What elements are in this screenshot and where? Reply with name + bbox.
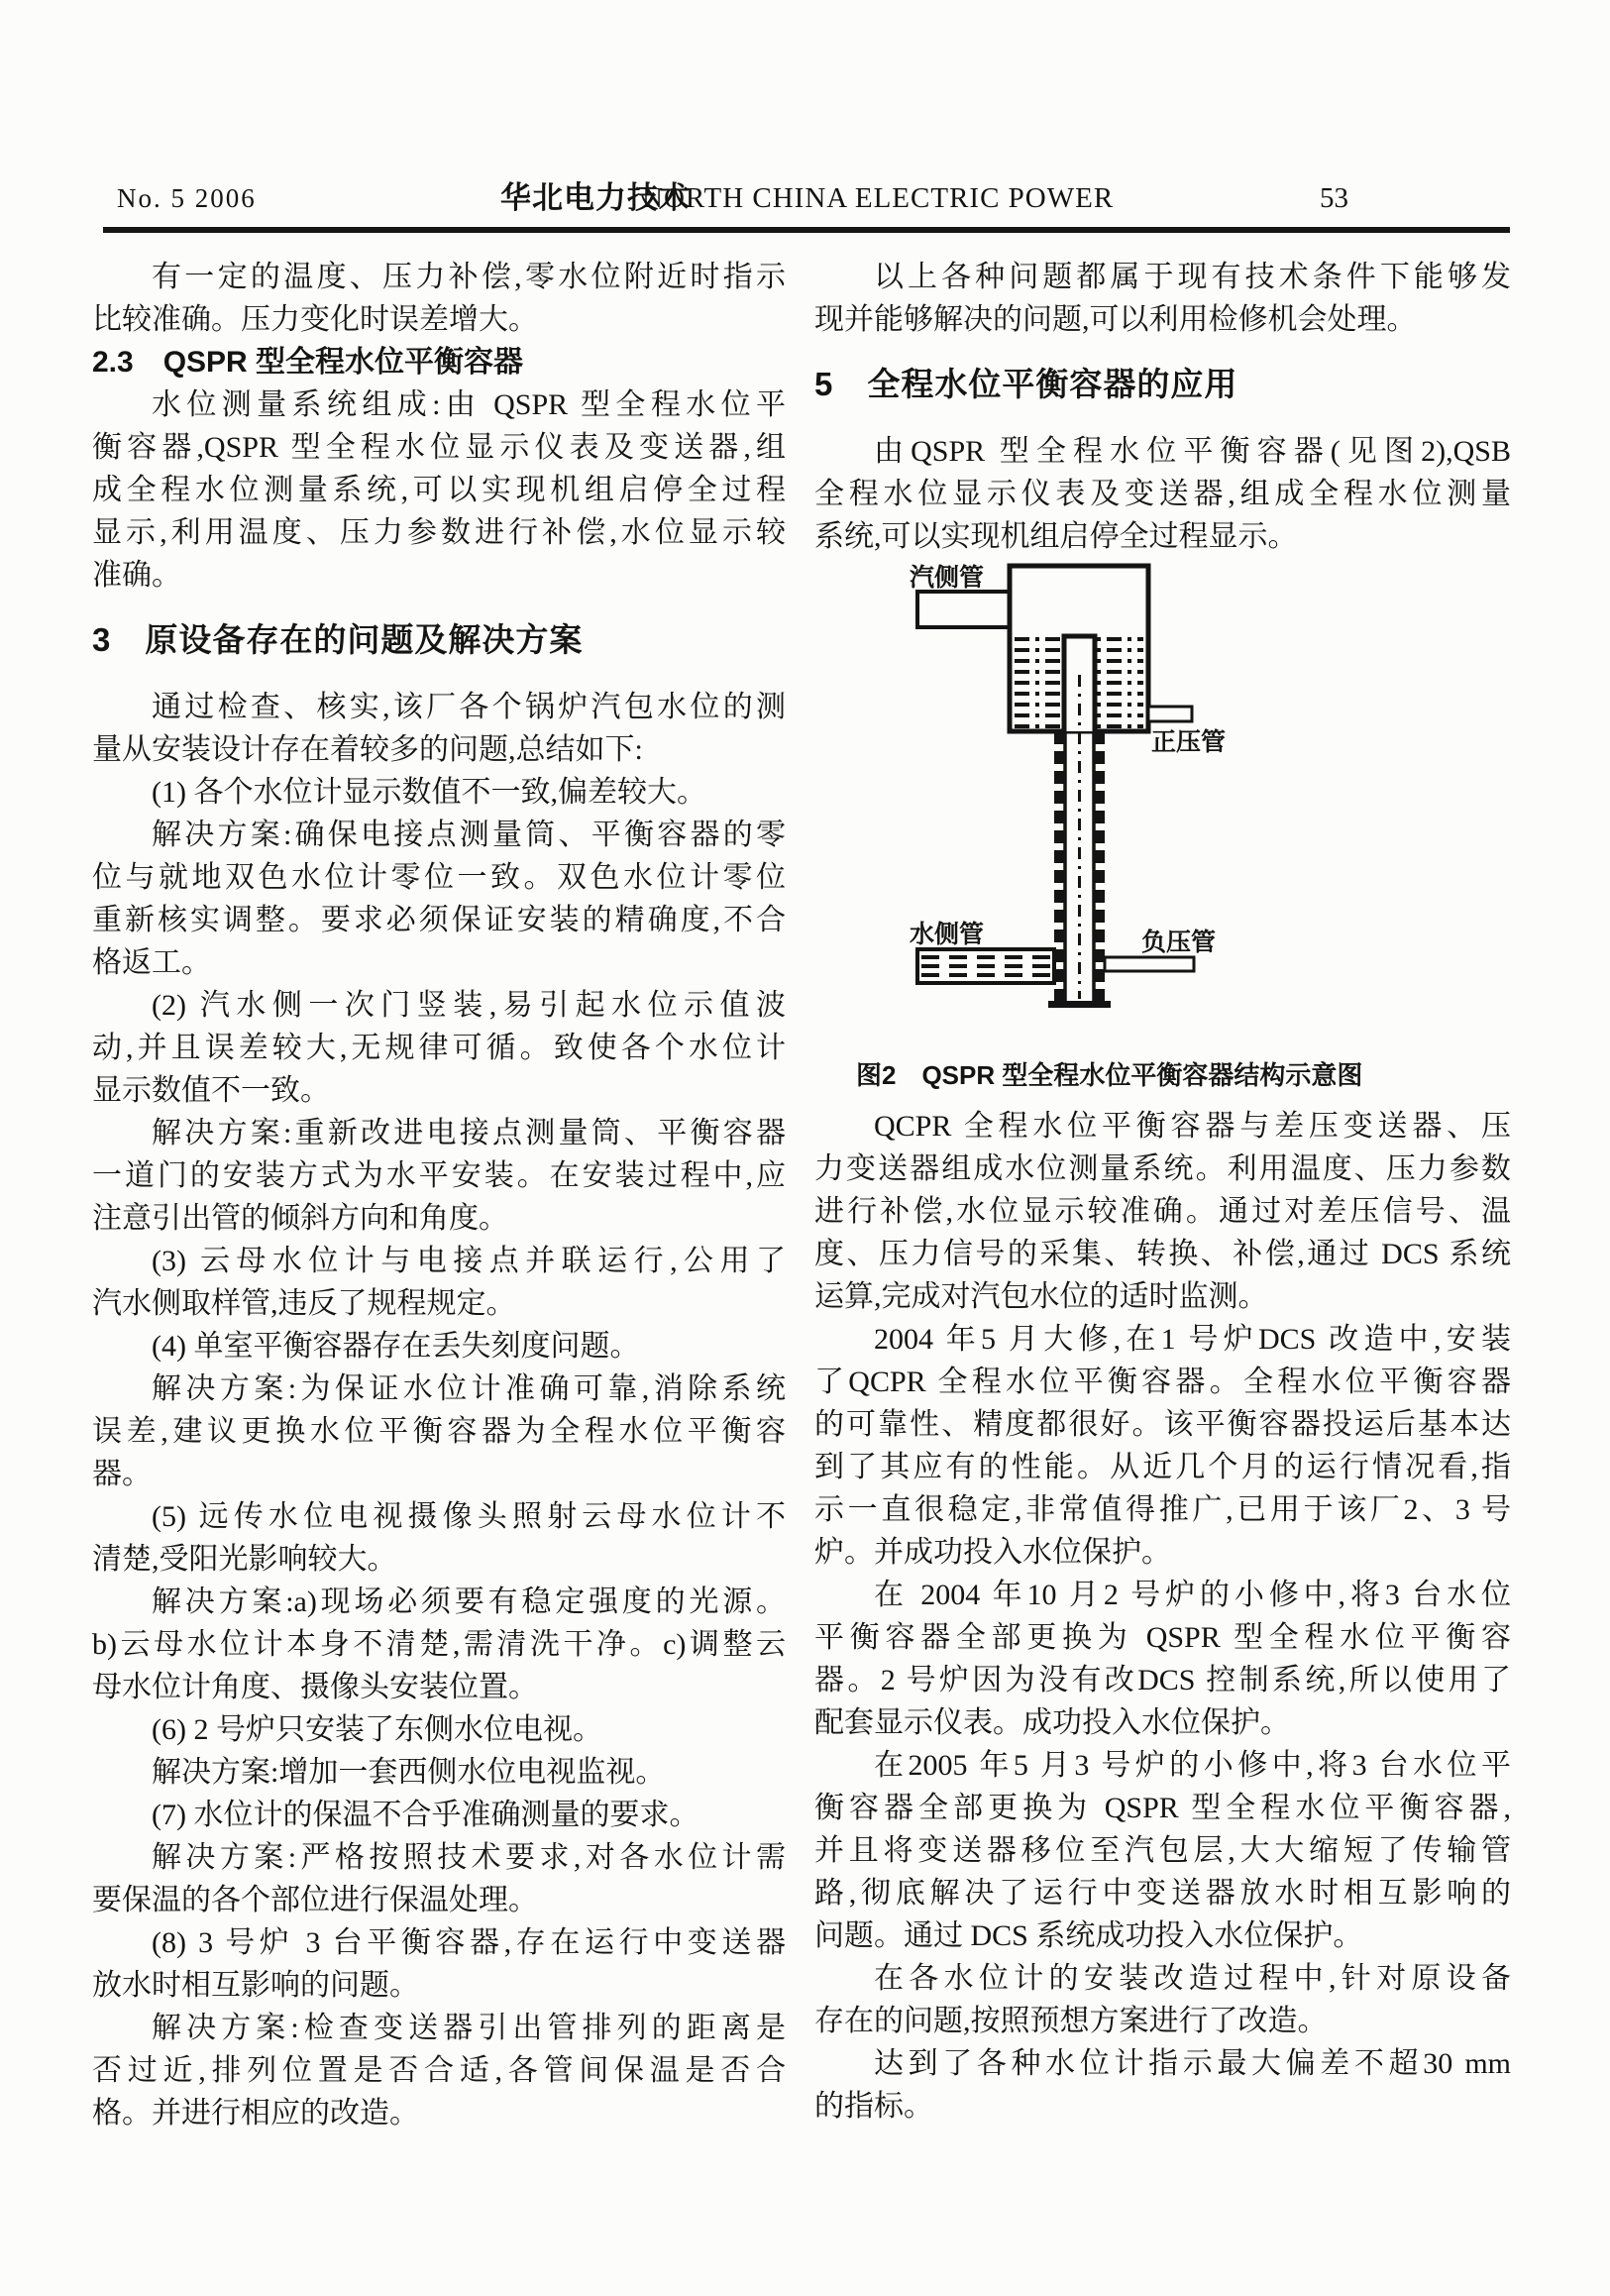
text-line: QCPR 全程水位平衡容器与差压变送器、压 bbox=[874, 1110, 1511, 1143]
text-line: 衡容器全部更换为 QSPR 型全程水位平衡容器, bbox=[814, 1792, 1511, 1824]
text-line: 显示数值不一致。 bbox=[92, 1074, 330, 1107]
text-line: 炉。并成功投入水位保护。 bbox=[814, 1536, 1171, 1569]
text-line: 放水时相互影响的问题。 bbox=[92, 1969, 419, 2002]
right-column bbox=[814, 256, 1511, 2128]
steam-side-pipe-label: 汽侧管 bbox=[910, 564, 985, 592]
right-column-top-text bbox=[814, 256, 1511, 558]
text-line: 器。 bbox=[92, 1458, 152, 1490]
text-line: 在各水位计的安装改造过程中,针对原设备 bbox=[874, 1962, 1511, 1995]
text-line: 衡容器,QSPR 型全程水位显示仪表及变送器,组 bbox=[92, 431, 786, 464]
text-line: 解决方案:严格按照技术要求,对各水位计需 bbox=[152, 1841, 786, 1874]
figure-2-schematic bbox=[814, 558, 1468, 1053]
text-line: 由QSPR 型全程水位平衡容器(见图2),QSB bbox=[874, 435, 1511, 468]
text-line: (5) 远传水位电视摄像头照射云母水位计不 bbox=[152, 1500, 786, 1533]
text-line: 汽水侧取样管,违反了规程规定。 bbox=[92, 1287, 516, 1320]
text-line: 通过检查、核实,该厂各个锅炉汽包水位的测 bbox=[152, 691, 786, 723]
text-line: 准确。 bbox=[92, 559, 181, 592]
text-line: 问题。通过 DCS 系统成功投入水位保护。 bbox=[814, 1919, 1363, 1952]
text-line: (7) 水位计的保温不合乎准确测量的要求。 bbox=[152, 1799, 699, 1831]
text-line: 解决方案:重新改进电接点测量筒、平衡容器 bbox=[152, 1117, 786, 1149]
section-heading: 3 原设备存在的问题及解决方案 bbox=[92, 621, 584, 658]
right-column-bottom-text bbox=[814, 1105, 1511, 2128]
text-line: 路,彻底解决了运行中变送器放水时相互影响的 bbox=[814, 1877, 1511, 1910]
text-line: b)云母水位计本身不清楚,需清洗干净。c)调整云 bbox=[92, 1628, 786, 1661]
text-line: 现并能够解决的问题,可以利用检修机会处理。 bbox=[814, 303, 1417, 336]
positive-pressure-pipe-label: 正压管 bbox=[1151, 728, 1227, 756]
text-line: 了QCPR 全程水位平衡容器。全程水位平衡容器 bbox=[814, 1366, 1511, 1398]
text-line: 解决方案:检查变送器引出管排列的距离是 bbox=[152, 2012, 786, 2044]
text-line: 以上各种问题都属于现有技术条件下能够发 bbox=[874, 261, 1511, 293]
text-line: 注意引出管的倾斜方向和角度。 bbox=[92, 1202, 508, 1235]
figure-2-caption: 图2 QSPR 型全程水位平衡容器结构示意图 bbox=[856, 1060, 1363, 1090]
balance-container-diagram bbox=[814, 558, 1468, 1053]
section-heading: 2.3 QSPR 型全程水位平衡容器 bbox=[92, 346, 524, 379]
water-side-pipe-label: 水侧管 bbox=[910, 921, 985, 948]
text-line: 位与就地双色水位计零位一致。双色水位计零位 bbox=[92, 861, 786, 894]
text-line: 配套显示仪表。成功投入水位保护。 bbox=[814, 1706, 1290, 1739]
text-line: 的可靠性、精度都很好。该平衡容器投运后基本达 bbox=[814, 1408, 1511, 1441]
text-line: 解决方案:增加一套西侧水位电视监视。 bbox=[152, 1756, 666, 1789]
text-line: (1) 各个水位计显示数值不一致,偏差较大。 bbox=[152, 776, 706, 809]
text-line: 格。并进行相应的改造。 bbox=[92, 2097, 419, 2130]
text-line: 运算,完成对汽包水位的适时监测。 bbox=[814, 1280, 1268, 1313]
left-column bbox=[92, 256, 786, 2134]
text-line: 成全程水位测量系统,可以实现机组启停全过程 bbox=[92, 474, 786, 506]
text-line: 在2005 年5 月3 号炉的小修中,将3 台水位平 bbox=[874, 1749, 1511, 1782]
text-line: 重新核实调整。要求必须保证安装的精确度,不合 bbox=[92, 904, 786, 936]
text-line: 母水位计角度、摄像头安装位置。 bbox=[92, 1671, 538, 1703]
page-number: 53 bbox=[1320, 182, 1348, 214]
text-line: (3) 云母水位计与电接点并联运行,公用了 bbox=[152, 1245, 786, 1277]
text-line: 量从安装设计存在着较多的问题,总结如下: bbox=[92, 733, 643, 766]
header-rule bbox=[103, 227, 1510, 233]
text-line: 解决方案:a)现场必须要有稳定强度的光源。 bbox=[152, 1585, 786, 1618]
text-line: 并且将变送器移位至汽包层,大大缩短了传输管 bbox=[814, 1834, 1511, 1867]
text-line: 比较准确。压力变化时误差增大。 bbox=[92, 303, 538, 336]
text-line: 进行补偿,水位显示较准确。通过对差压信号、温 bbox=[814, 1195, 1511, 1228]
positive-pressure-pipe bbox=[1148, 707, 1192, 721]
text-line: 格返工。 bbox=[92, 946, 211, 979]
text-line: (4) 单室平衡容器存在丢失刻度问题。 bbox=[152, 1330, 640, 1363]
text-line: 解决方案:确保电接点测量筒、平衡容器的零 bbox=[152, 819, 786, 851]
text-line: 存在的问题,按照预想方案进行了改造。 bbox=[814, 2005, 1328, 2037]
issue-info: No. 5 2006 bbox=[117, 183, 257, 213]
text-line: 在 2004 年10 月2 号炉的小修中,将3 台水位 bbox=[874, 1579, 1511, 1611]
text-line: 度、压力信号的采集、转换、补偿,通过 DCS 系统 bbox=[814, 1238, 1511, 1270]
text-line: 清楚,受阳光影响较大。 bbox=[92, 1543, 397, 1576]
text-line: 有一定的温度、压力补偿,零水位附近时指示 bbox=[152, 261, 786, 293]
text-line: 达到了各种水位计指示最大偏差不超30 mm bbox=[874, 2047, 1511, 2080]
text-line: 水位测量系统组成:由 QSPR 型全程水位平 bbox=[152, 388, 786, 421]
negative-pressure-pipe bbox=[1105, 957, 1194, 971]
text-line: 到了其应有的性能。从近几个月的运行情况看,指 bbox=[814, 1451, 1511, 1483]
column-bottom-cap bbox=[1048, 1001, 1111, 1008]
section-heading: 5 全程水位平衡容器的应用 bbox=[814, 366, 1238, 402]
negative-pressure-pipe-label: 负压管 bbox=[1141, 929, 1217, 956]
text-line: 2004 年5 月大修,在1 号炉DCS 改造中,安装 bbox=[874, 1323, 1511, 1356]
steam-side-pipe bbox=[917, 592, 1013, 627]
text-line: 要保温的各个部位进行保温处理。 bbox=[92, 1884, 538, 1916]
text-line: 平衡容器全部更换为 QSPR 型全程水位平衡容 bbox=[814, 1621, 1511, 1654]
text-line: 的指标。 bbox=[814, 2090, 933, 2123]
text-line: 全程水位显示仪表及变送器,组成全程水位测量 bbox=[814, 478, 1511, 510]
journal-title-en: NORTH CHINA ELECTRIC POWER bbox=[642, 182, 1115, 214]
text-line: 否过近,排列位置是否合适,各管间保温是否合 bbox=[92, 2054, 786, 2087]
text-line: (2) 汽水侧一次门竖装,易引起水位示值波 bbox=[152, 989, 786, 1022]
text-line: 器。2 号炉因为没有改DCS 控制系统,所以使用了 bbox=[814, 1664, 1511, 1696]
text-line: 显示,利用温度、压力参数进行补偿,水位显示较 bbox=[92, 516, 786, 549]
text-line: (6) 2 号炉只安装了东侧水位电视。 bbox=[152, 1713, 602, 1746]
text-line: (8) 3 号炉 3 台平衡容器,存在运行中变送器 bbox=[152, 1926, 786, 1959]
text-line: 误差,建议更换水位平衡容器为全程水位平衡容 bbox=[92, 1415, 786, 1448]
text-line: 示一直很稳定,非常值得推广,已用于该厂2、3 号 bbox=[814, 1493, 1511, 1526]
text-line: 系统,可以实现机组启停全过程显示。 bbox=[814, 520, 1298, 553]
journal-title-cn: 华北电力技术 bbox=[500, 180, 691, 215]
text-line: 力变送器组成水位测量系统。利用温度、压力参数 bbox=[814, 1152, 1511, 1185]
text-line: 一道门的安装方式为水平安装。在安装过程中,应 bbox=[92, 1159, 786, 1192]
text-line: 解决方案:为保证水位计准确可靠,消除系统 bbox=[152, 1372, 786, 1405]
text-line: 动,并且误差较大,无规律可循。致使各个水位计 bbox=[92, 1032, 786, 1064]
